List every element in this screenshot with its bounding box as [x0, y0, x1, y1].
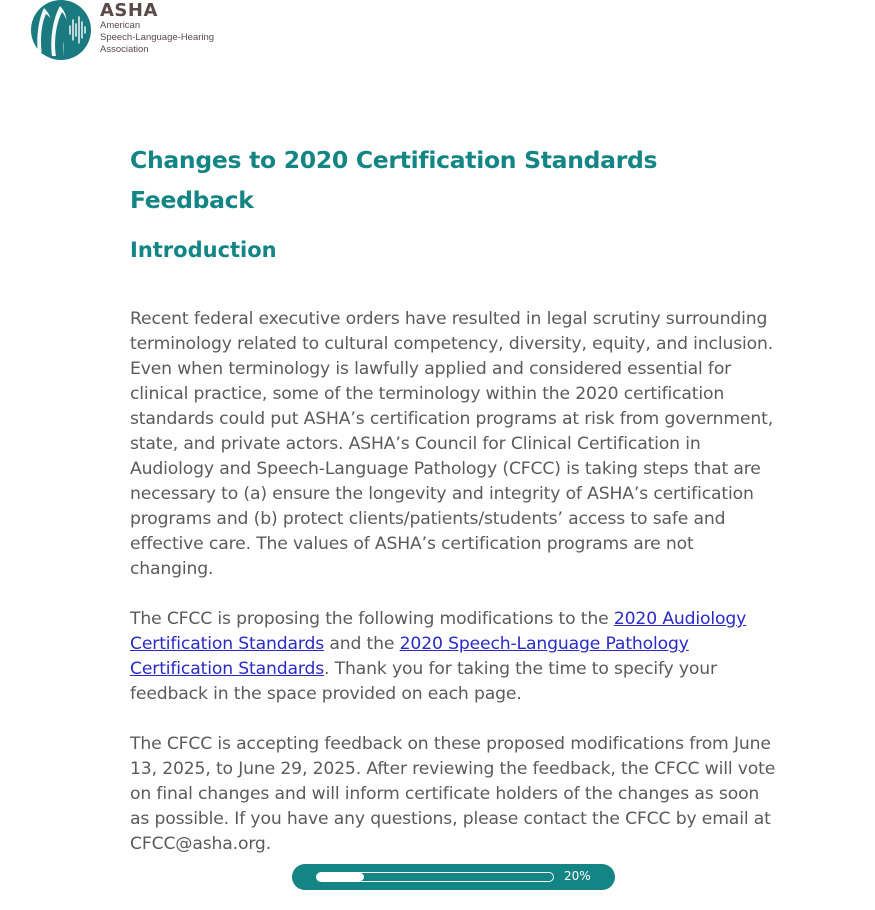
- progress-track: [316, 872, 554, 882]
- logo-abbr: ASHA: [100, 0, 158, 21]
- audiology-standards-link[interactable]: 2020 Audiology Certification Standards: [130, 609, 747, 654]
- logo-line-1: American: [100, 20, 141, 31]
- asha-logo[interactable]: [30, 0, 235, 62]
- paragraph-2-text-pre: The CFCC is proposing the following modifications to the: [130, 609, 614, 629]
- asha-logo-icon: [30, 0, 92, 60]
- page-title: Changes to 2020 Certification Standards Feedback: [130, 146, 658, 214]
- survey-content: [130, 140, 780, 857]
- progress-fill: [317, 873, 364, 881]
- intro-paragraph-1: Recent federal executive orders have resulted in legal scrutiny surrounding terminology related to cultural competency, diversity, equity, and inclusion. Even when terminology is lawfully applied and considered essential for clinical practice, some of the terminology within the 2020 certification standards could put ASHA’s certification programs at risk from government, state, and private actors. ASHA’s Council for Clinical Certification in Audiology and Speech-Language Pathology (CFCC) is taking steps that are necessary to (a) ensure the longevity and integrity of ASHA’s certification programs and (b) protect clients/patients/students’ access to safe and effective care. The values of ASHA’s certification programs are not changing.: [130, 309, 774, 579]
- progress-bar: [292, 864, 615, 890]
- paragraph-2-text-post: . Thank you for taking the time to specify your feedback in the space provided on each page.: [130, 659, 717, 704]
- section-title: Introduction: [130, 238, 277, 262]
- logo-line-3: Association: [100, 44, 149, 55]
- intro-paragraph-3: The CFCC is accepting feedback on these proposed modifications from June 13, 2025, to June 29, 2025. After reviewing the feedback, the CFCC will vote on final changes and will inform certificate holders of the changes as soon as possible. If you have any questions, please contact the CFCC by email at CFCC@asha.org.: [130, 734, 776, 854]
- progress-label: 20%: [564, 869, 591, 883]
- intro-paragraph-2: [130, 607, 780, 707]
- paragraph-2-text-mid: and the: [324, 634, 400, 654]
- logo-line-2: Speech-Language-Hearing: [100, 32, 215, 43]
- slp-standards-link[interactable]: 2020 Speech-Language Pathology Certification Standards: [130, 634, 689, 679]
- logo-wordmark: [100, 2, 214, 56]
